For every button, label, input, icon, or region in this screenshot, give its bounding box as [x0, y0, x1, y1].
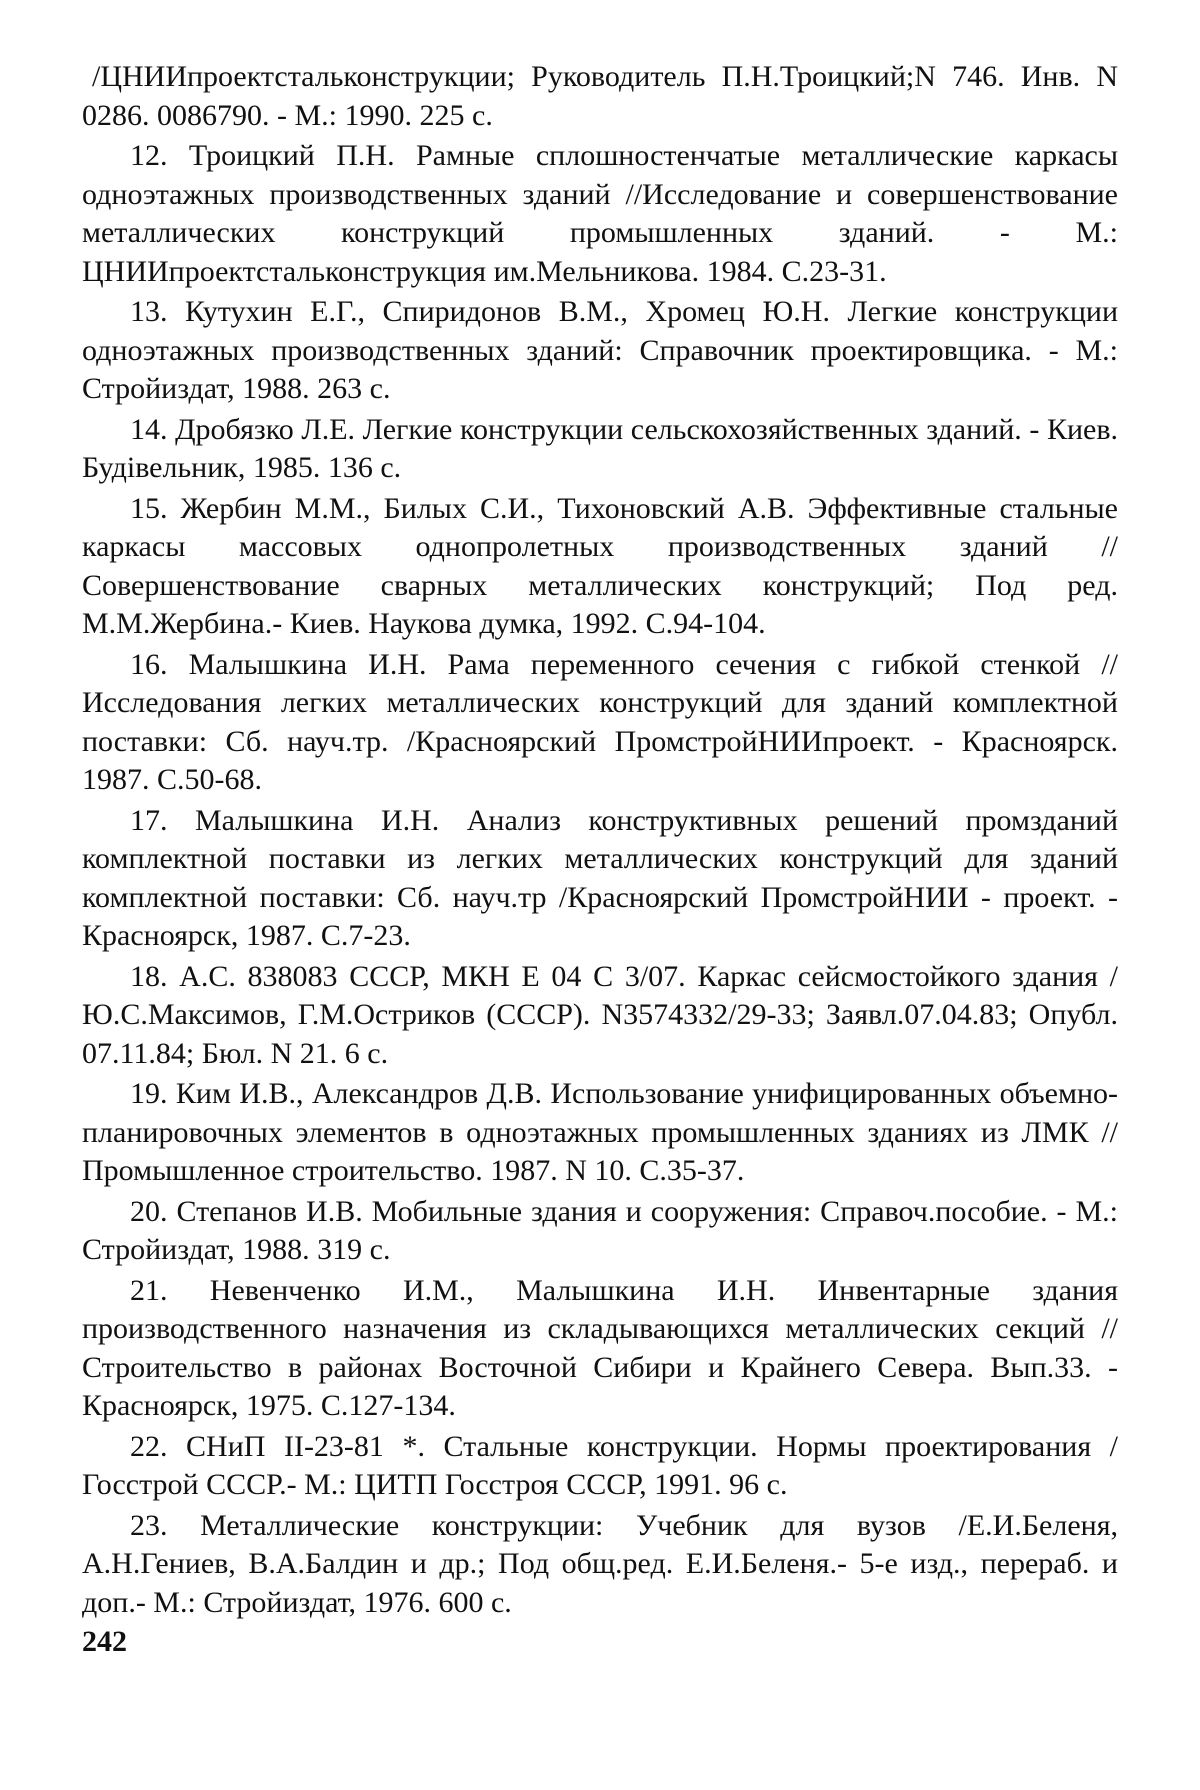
reference-entry-15: 15. Жербин М.М., Билых С.И., Тихоновский А.В. Эффективные стальные каркасы массовых однопролетных производственных зданий //Совершенствование сварных металлических конструкций; Под ред. М.М.Жербина.- Киев. Наукова думка, 1992. С.94-104. [82, 491, 1118, 640]
reference-entry-20: 20. Степанов И.В. Мобильные здания и сооружения: Справоч.пособие. - М.: Стройиздат, 1988. 319 с. [82, 1194, 1118, 1266]
reference-entry-12: 12. Троицкий П.Н. Рамные сплошностенчатые металлические каркасы одноэтажных производственных зданий //Исследование и совершенствование металлических конструкций промышленных зданий. - М.: ЦНИИпроектстальконструкция им.Мельникова. 1984. С.23-31. [82, 139, 1118, 288]
reference-entry-13: 13. Кутухин Е.Г., Спиридонов В.М., Хромец Ю.Н. Легкие конструкции одноэтажных производственных зданий: Справочник проектировщика. - М.: Стройиздат, 1988. 263 с. [82, 295, 1118, 405]
reference-entry-19: 19. Ким И.В., Александров Д.В. Использование унифицированных объемно-планировочных элементов в одноэтажных промышленных зданиях из ЛМК //Промышленное строительство. 1987. N 10. С.35-37. [82, 1077, 1118, 1187]
reference-entry-continued: /ЦНИИпроектстальконструкции; Руководитель П.Н.Троицкий;N 746. Инв. N 0286. 0086790. - М.: 1990. 225 с. [82, 60, 1118, 132]
reference-entry-16: 16. Малышкина И.Н. Рама переменного сечения с гибкой стенкой //Исследования легких металлических конструкций для зданий комплектной поставки: Сб. науч.тр. /Красноярский ПромстройНИИпроект. - Красноярск. 1987. С.50-68. [82, 647, 1118, 796]
page-number: 242 [82, 1625, 127, 1658]
reference-entry-21: 21. Невенченко И.М., Малышкина И.Н. Инвентарные здания производственного назначения из складывающихся металлических секций // Строительство в районах Восточной Сибири и Крайнего Севера. Вып.33. - Красноярск, 1975. С.127-134. [82, 1273, 1118, 1422]
reference-entry-17: 17. Малышкина И.Н. Анализ конструктивных решений промзданий комплектной поставки из легких металлических конструкций для зданий комплектной поставки: Сб. науч.тр /Красноярский ПромстройНИИ - проект. - Красноярск, 1987. С.7-23. [82, 803, 1118, 952]
reference-entry-23: 23. Металлические конструкции: Учебник для вузов /Е.И.Беленя, А.Н.Гениев, В.А.Балдин и др.; Под общ.ред. Е.И.Беленя.- 5-е изд., перераб. и доп.- М.: Стройиздат, 1976. 600 с. [82, 1508, 1118, 1619]
reference-entry-18: 18. А.С. 838083 СССР, МКН Е 04 С 3/07. Каркас сейсмостойкого здания /Ю.С.Максимов, Г.М.Остриков (СССР). N3574332/29-33; Заявл.07.04.83; Опубл. 07.11.84; Бюл. N 21. 6 с. [82, 959, 1118, 1070]
reference-entry-14: 14. Дробязко Л.Е. Легкие конструкции сельскохозяйственных зданий. - Киев. Будівельник, 1985. 136 с. [82, 412, 1118, 484]
reference-list [82, 58, 1118, 1624]
reference-entry-22: 22. СНиП II-23-81 *. Стальные конструкции. Нормы проектирования /Госстрой СССР.- М.: ЦИТП Госстроя СССР, 1991. 96 с. [82, 1429, 1118, 1501]
